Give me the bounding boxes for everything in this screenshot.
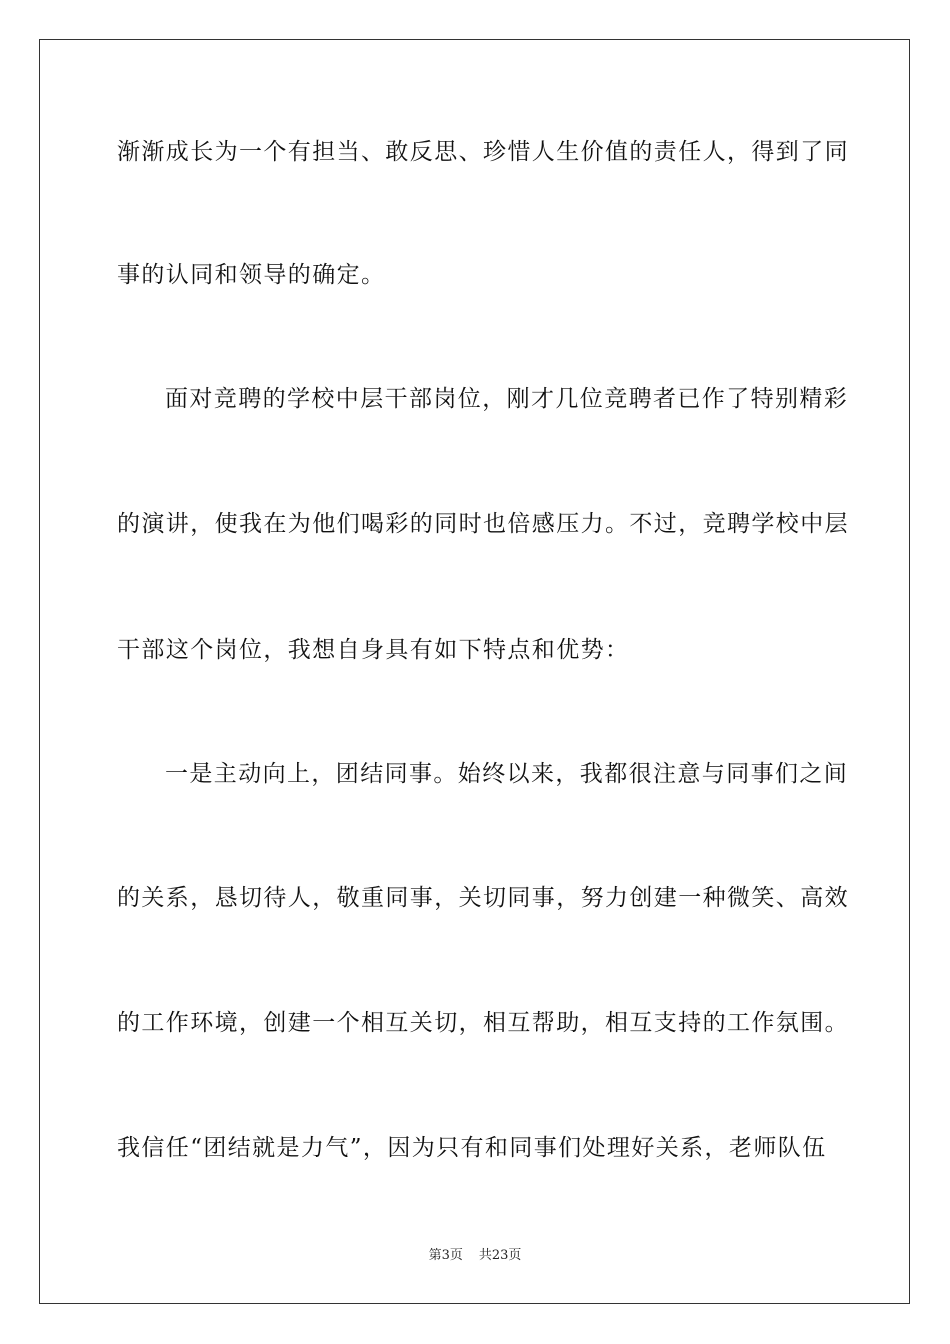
paragraph-first-line: 面对竞聘的学校中层干部岗位，刚才几位竞聘者已作了特别精彩 — [165, 386, 849, 412]
page-frame — [39, 39, 910, 1304]
text-line: 的演讲，使我在为他们喝彩的同时也倍感压力。不过，竞聘学校中层 — [117, 511, 849, 537]
page-footer — [0, 1247, 950, 1265]
paragraph-first-line: 一是主动向上，团结同事。始终以来，我都很注意与同事们之间 — [165, 761, 849, 787]
page-number: 第3页 — [428, 1248, 463, 1263]
text-line: 我信任“团结就是力气”，因为只有和同事们处理好关系，老师队伍 — [117, 1135, 827, 1161]
text-line: 事的认同和领导的确定。 — [117, 262, 386, 288]
page-total: 共23页 — [478, 1248, 522, 1263]
text-line: 的关系，恳切待人，敬重同事，关切同事，努力创建一种微笑、高效 — [117, 885, 849, 911]
text-line: 的工作环境，创建一个相互关切，相互帮助，相互支持的工作氛围。 — [117, 1010, 849, 1036]
text-line: 渐渐成长为一个有担当、敢反思、珍惜人生价值的责任人，得到了同 — [117, 139, 849, 165]
text-line: 干部这个岗位，我想自身具有如下特点和优势： — [117, 637, 630, 663]
